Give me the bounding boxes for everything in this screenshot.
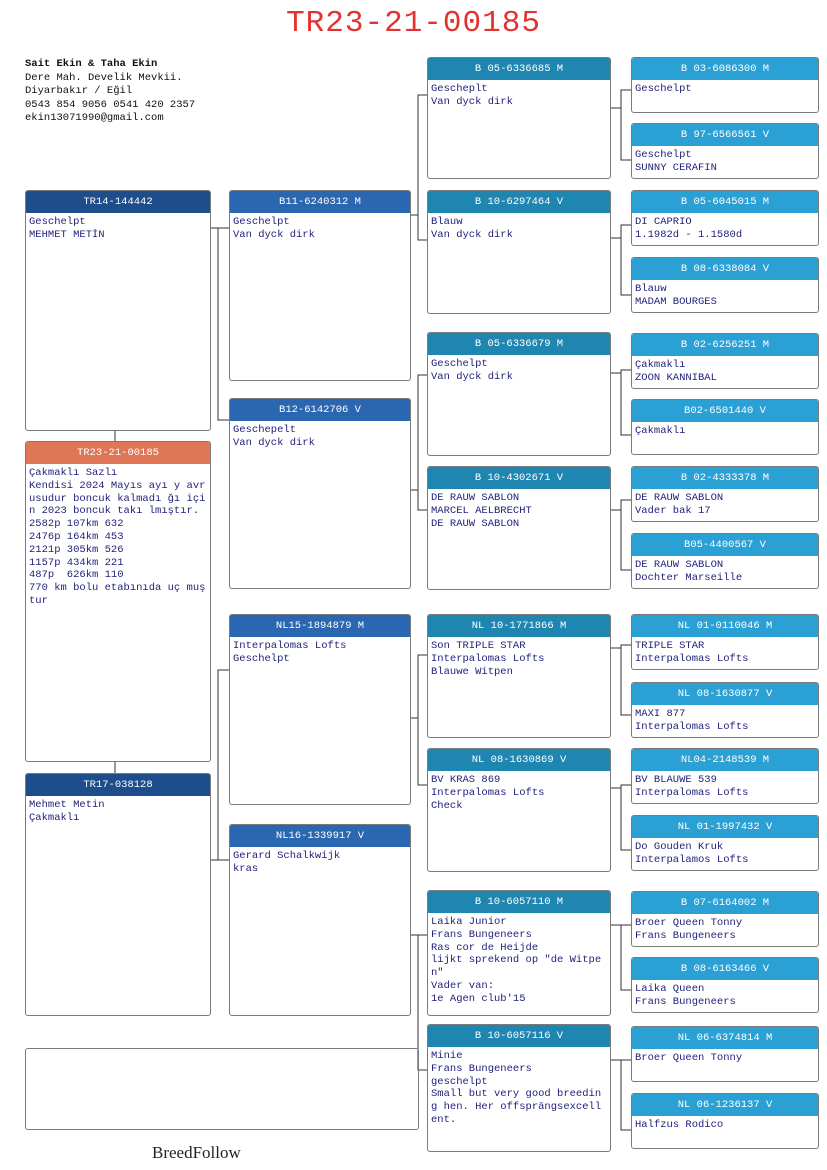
grandsire-paternal-ring: B11-6240312 M: [230, 191, 410, 213]
gen3-notes-2: Blauw Van dyck dirk: [431, 216, 513, 241]
gen4-card-6[interactable]: [631, 399, 819, 455]
gen3-notes-8: Minie Frans Bungeneers geschelpt Small but very good breeding hen. Her offsprängsexcellent.: [431, 1050, 602, 1126]
gen4-ring-1: B 03-6086300 M: [632, 58, 818, 80]
gen4-card-2[interactable]: [631, 123, 819, 179]
gen4-card-12[interactable]: [631, 815, 819, 871]
gen4-card-7[interactable]: [631, 466, 819, 522]
gen4-card-10[interactable]: [631, 682, 819, 738]
gen4-card-4[interactable]: [631, 257, 819, 313]
gen4-notes-6: Çakmaklı: [635, 425, 686, 437]
owner-email: ekin13071990@gmail.com: [25, 112, 164, 124]
gen4-card-8[interactable]: [631, 533, 819, 589]
owner-phone: 0543 854 9056 0541 420 2357: [25, 98, 196, 111]
notes-box: [25, 1048, 419, 1130]
gen4-card-13[interactable]: [631, 891, 819, 947]
gen4-notes-16: Halfzus Rodico: [635, 1119, 724, 1131]
gen4-ring-9: NL 01-0110046 M: [632, 615, 818, 637]
gen4-ring-7: B 02-4333378 M: [632, 467, 818, 489]
mother-card[interactable]: [25, 773, 211, 1016]
gen3-card-7[interactable]: [427, 890, 611, 1016]
father-ring: TR14-144442: [26, 191, 210, 213]
granddam-paternal-notes: Geschepelt Van dyck dirk: [233, 424, 315, 449]
gen4-notes-1: Geschelpt: [635, 83, 692, 95]
gen3-card-3[interactable]: [427, 332, 611, 456]
gen3-card-2[interactable]: [427, 190, 611, 314]
gen4-ring-12: NL 01-1997432 V: [632, 816, 818, 838]
gen4-notes-14: Laika Queen Frans Bungeneers: [635, 983, 736, 1008]
gen4-notes-2: Geschelpt SUNNY CERAFIN: [635, 149, 717, 174]
gen4-ring-11: NL04-2148539 M: [632, 749, 818, 771]
gen4-notes-13: Broer Queen Tonny Frans Bungeneers: [635, 917, 743, 942]
gen4-notes-11: BV BLAUWE 539 Interpalomas Lofts: [635, 774, 749, 799]
gen4-notes-9: TRIPLE STAR Interpalomas Lofts: [635, 640, 749, 665]
gen3-ring-1: B 05-6336685 M: [428, 58, 610, 80]
gen3-ring-7: B 10-6057110 M: [428, 891, 610, 913]
gen3-card-1[interactable]: [427, 57, 611, 179]
gen4-notes-8: DE RAUW SABLON Dochter Marseille: [635, 559, 743, 584]
granddam-maternal-ring: NL16-1339917 V: [230, 825, 410, 847]
gen3-notes-3: Geschelpt Van dyck dirk: [431, 358, 513, 383]
gen4-ring-2: B 97-6566561 V: [632, 124, 818, 146]
owner-city: Diyarbakır / Eğil: [25, 85, 133, 97]
gen3-ring-2: B 10-6297464 V: [428, 191, 610, 213]
gen3-ring-4: B 10-4302671 V: [428, 467, 610, 489]
gen4-ring-15: NL 06-6374814 M: [632, 1027, 818, 1049]
gen3-notes-5: Son TRIPLE STAR Interpalomas Lofts Blauwe Witpen: [431, 640, 545, 678]
gen4-card-16[interactable]: [631, 1093, 819, 1149]
gen4-card-3[interactable]: [631, 190, 819, 246]
gen4-notes-12: Do Gouden Kruk Interpalamos Lofts: [635, 841, 749, 866]
gen3-ring-5: NL 10-1771866 M: [428, 615, 610, 637]
gen4-notes-10: MAXI 877 Interpalomas Lofts: [635, 708, 749, 733]
grandsire-paternal-card[interactable]: [229, 190, 411, 381]
grandsire-paternal-notes: Geschelpt Van dyck dirk: [233, 216, 315, 241]
main-pigeon-notes: Çakmaklı Sazlı Kendisi 2024 Mayıs ayı y avrusudur boncuk kalmadı ğı için 2023 boncuk takı lmıştır. 2582p 107km 632 2476p 164km 453 2121p 305km 526 1157p 434km 221 487p 626km 110 770 km bolu etabınıda uç muştur: [29, 467, 206, 607]
mother-notes: Mehmet Metin Çakmaklı: [29, 799, 105, 824]
gen3-notes-1: Gescheplt Van dyck dirk: [431, 83, 513, 108]
grandsire-maternal-ring: NL15-1894879 M: [230, 615, 410, 637]
gen4-ring-5: B 02-6256251 M: [632, 334, 818, 356]
owner-name: Sait Ekin & Taha Ekin: [25, 58, 158, 70]
gen3-card-5[interactable]: [427, 614, 611, 738]
gen3-ring-8: B 10-6057116 V: [428, 1025, 610, 1047]
gen4-card-11[interactable]: [631, 748, 819, 804]
main-pigeon-ring: TR23-21-00185: [26, 442, 210, 464]
gen3-ring-3: B 05-6336679 M: [428, 333, 610, 355]
gen4-ring-13: B 07-6164002 M: [632, 892, 818, 914]
gen4-notes-7: DE RAUW SABLON Vader bak 17: [635, 492, 724, 517]
gen4-ring-6: B02-6501440 V: [632, 400, 818, 422]
gen4-notes-15: Broer Queen Tonny: [635, 1052, 743, 1064]
gen4-card-9[interactable]: [631, 614, 819, 670]
gen4-ring-8: B05-4400567 V: [632, 534, 818, 556]
gen4-ring-16: NL 06-1236137 V: [632, 1094, 818, 1116]
granddam-paternal-card[interactable]: [229, 398, 411, 589]
gen4-card-15[interactable]: [631, 1026, 819, 1082]
father-card[interactable]: [25, 190, 211, 431]
mother-ring: TR17-038128: [26, 774, 210, 796]
gen3-card-6[interactable]: [427, 748, 611, 872]
gen3-notes-6: BV KRAS 869 Interpalomas Lofts Check: [431, 774, 545, 812]
gen4-notes-4: Blauw MADAM BOURGES: [635, 283, 717, 308]
father-notes: Geschelpt MEHMET METİN: [29, 216, 105, 241]
main-pigeon-card[interactable]: [25, 441, 211, 762]
gen3-card-8[interactable]: [427, 1024, 611, 1152]
gen4-card-14[interactable]: [631, 957, 819, 1013]
gen3-notes-7: Laika Junior Frans Bungeneers Ras cor de Heijde lijkt sprekend op "de Witpen" Vader van: 1e Agen club'15: [431, 916, 602, 1005]
gen4-ring-10: NL 08-1630877 V: [632, 683, 818, 705]
gen4-ring-4: B 08-6338084 V: [632, 258, 818, 280]
gen3-card-4[interactable]: [427, 466, 611, 590]
grandsire-maternal-card[interactable]: [229, 614, 411, 805]
granddam-maternal-notes: Gerard Schalkwijk kras: [233, 850, 341, 875]
pedigree-title: TR23-21-00185: [286, 6, 541, 41]
owner-address: Dere Mah. Develik Mevkii.: [25, 71, 183, 84]
granddam-paternal-ring: B12-6142706 V: [230, 399, 410, 421]
gen3-ring-6: NL 08-1630869 V: [428, 749, 610, 771]
gen4-card-5[interactable]: [631, 333, 819, 389]
gen3-notes-4: DE RAUW SABLON MARCEL AELBRECHT DE RAUW SABLON: [431, 492, 532, 530]
gen4-ring-3: B 05-6045015 M: [632, 191, 818, 213]
gen4-card-1[interactable]: [631, 57, 819, 113]
gen4-ring-14: B 08-6163466 V: [632, 958, 818, 980]
gen4-notes-5: Çakmaklı ZOON KANNIBAL: [635, 359, 717, 384]
gen4-notes-3: DI CAPRIO 1.1982d - 1.1580d: [635, 216, 743, 241]
granddam-maternal-card[interactable]: [229, 824, 411, 1016]
brand-footer: BreedFollow: [152, 1143, 241, 1162]
grandsire-maternal-notes: Interpalomas Lofts Geschelpt: [233, 640, 347, 665]
